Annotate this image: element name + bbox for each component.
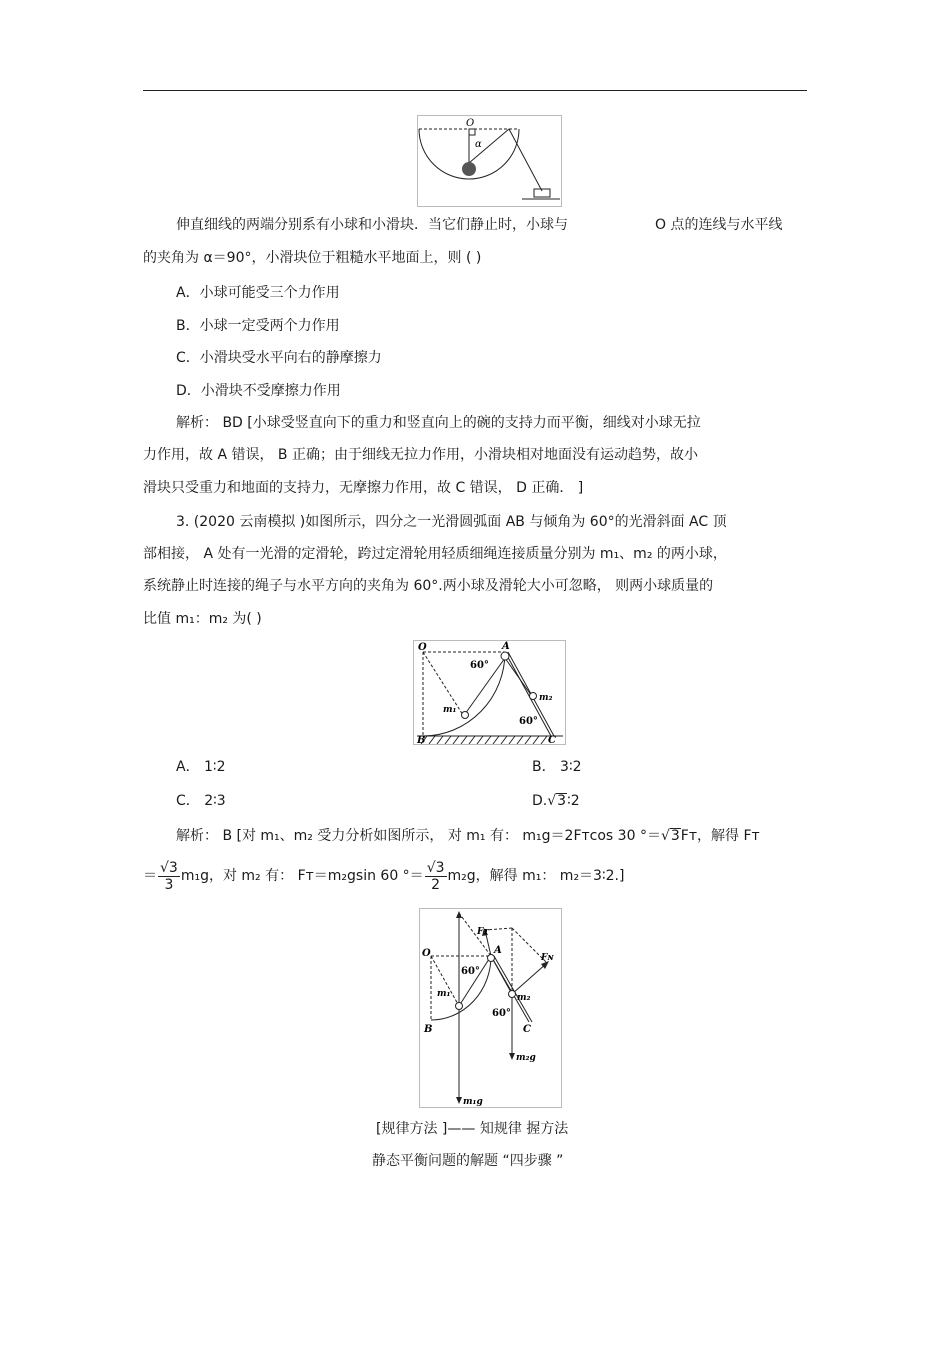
method-subtitle: 静态平衡问题的解题 “四步骤 ”: [372, 1153, 564, 1169]
q2-option-a: A．小球可能受三个力作用: [176, 285, 340, 301]
label-a: A: [502, 641, 510, 652]
label-o: O: [422, 948, 431, 959]
label-fn: Fɴ: [541, 953, 554, 963]
fraction-sqrt3-over-2: [425, 860, 447, 893]
label-o: O: [466, 118, 475, 129]
q3-analysis-1: [176, 826, 760, 846]
label-ft: Fᴛ: [477, 927, 489, 937]
q2-analysis-3: 滑块只受重力和地面的支持力，无摩擦力作用，故 C 错误， D 正确． ]: [143, 480, 584, 496]
q3-option-d: [532, 791, 580, 811]
radicand: 3: [557, 793, 567, 809]
q3-stem-4: 比值 m₁：m₂ 为( ): [143, 611, 262, 627]
q3-stem-3: 系统静止时连接的绳子与水平方向的夹角为 60°.两小球及滑轮大小可忽略， 则两小球质量的: [143, 578, 714, 594]
label-o: O: [418, 642, 427, 653]
q3-stem-2: 部相接， A 处有一光滑的定滑轮，跨过定滑轮用轻质细绳连接质量分别为 m₁、m₂ 的两小球，: [143, 546, 727, 562]
method-title: [规律方法 ]—— 知规律 握方法: [376, 1121, 569, 1137]
label-angle-60-top: 60°: [461, 966, 480, 977]
label-alpha: α: [475, 139, 482, 150]
analysis-part: m₂g，解得 m₁： m₂＝3∶2.]: [447, 868, 625, 884]
label-m2: m₂: [539, 693, 553, 703]
option-d-prefix: D.: [532, 793, 548, 809]
option-d-suffix: ∶2: [567, 793, 580, 809]
label-angle-60-top: 60°: [470, 660, 489, 671]
figure-bowl: [417, 115, 562, 207]
numerator: √3: [160, 859, 178, 876]
label-angle-60-bottom: 60°: [519, 716, 538, 727]
label-m1g: m₁g: [463, 1097, 483, 1107]
label-a: A: [494, 945, 502, 956]
q3-option-c: C． 2∶3: [176, 793, 226, 809]
q2-analysis-2: 力作用，故 A 错误， B 正确；由于细线无拉力作用，小滑块相对地面没有运动趋势，故小: [143, 447, 698, 463]
label-b: B: [424, 1024, 433, 1035]
numerator: √3: [426, 859, 445, 876]
figure-force-analysis: [419, 908, 562, 1108]
equals-sign: ＝: [143, 868, 157, 884]
label-c: C: [548, 735, 556, 745]
q2-option-b: B．小球一定受两个力作用: [176, 318, 340, 334]
fraction-sqrt3-over-3: [158, 860, 180, 893]
label-c: C: [523, 1024, 531, 1035]
label-m2g: m₂g: [516, 1053, 536, 1063]
q2-option-d: D．小滑块不受摩擦力作用: [176, 383, 341, 399]
analysis-part: 解析： B [对 m₁、m₂ 受力分析如图所示， 对 m₁ 有： m₁g＝2Fᴛcos 30 °＝: [176, 828, 661, 844]
q3-option-b: B． 3∶2: [532, 759, 582, 775]
label-angle-60-bottom: 60°: [492, 1008, 511, 1019]
header-rule: [143, 90, 807, 91]
label-b: B: [417, 735, 426, 745]
q3-stem-1: 3. (2020 云南模拟 )如图所示，四分之一光滑圆弧面 AB 与倾角为 60°的光滑斜面 AC 顶: [176, 514, 727, 530]
q2-option-c: C．小滑块受水平向右的静摩擦力: [176, 350, 382, 366]
radicand: 3: [670, 828, 680, 844]
q3-analysis-2: [143, 858, 624, 894]
radical-sign: √: [547, 793, 557, 809]
analysis-part: m₁g，对 m₂ 有： Fᴛ＝m₂gsin 60 °＝: [180, 868, 424, 884]
analysis-part: Fᴛ，解得 Fᴛ: [680, 828, 760, 844]
label-m1: m₁: [443, 705, 457, 715]
q2-stem-1b: O 点的连线与水平线: [655, 217, 783, 233]
radical-sign: √: [660, 828, 670, 844]
denominator: 3: [164, 876, 174, 893]
denominator: 2: [431, 876, 441, 893]
figure-incline: [413, 640, 566, 745]
q2-analysis-1: 解析： BD [小球受竖直向下的重力和竖直向上的碗的支持力而平衡，细线对小球无拉: [176, 415, 701, 431]
q2-stem-1a: 伸直细线的两端分别系有小球和小滑块．当它们静止时，小球与: [176, 217, 568, 233]
label-m2: m₂: [517, 993, 531, 1003]
q3-option-a: A． 1∶2: [176, 759, 226, 775]
label-m1: m₁: [437, 989, 451, 999]
q2-stem-2: 的夹角为 α＝90°，小滑块位于粗糙水平地面上，则 ( ): [143, 250, 482, 266]
